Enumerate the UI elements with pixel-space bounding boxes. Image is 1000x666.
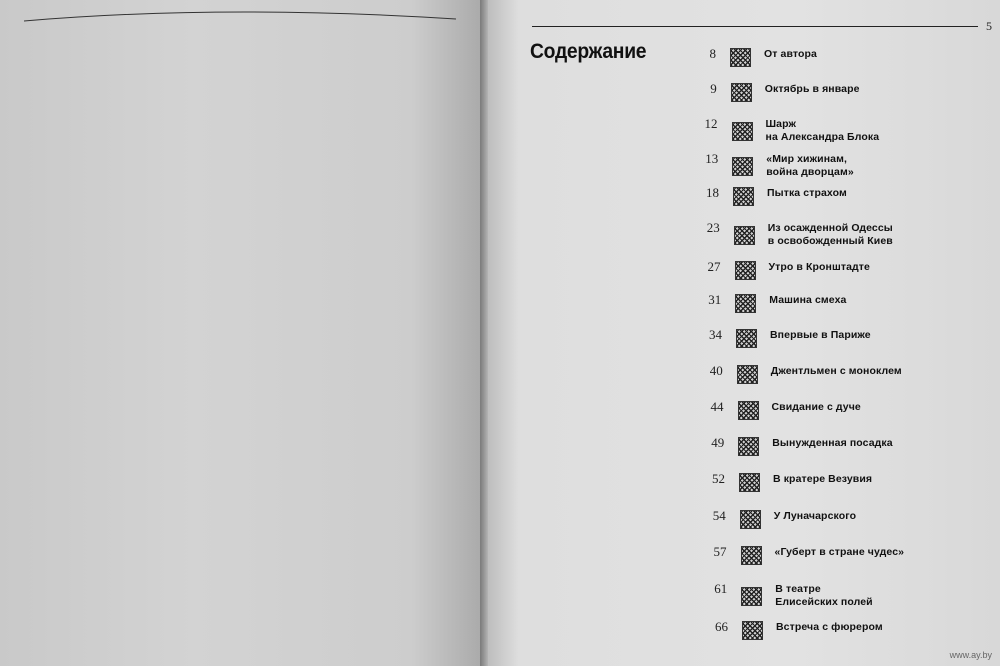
toc-entry-title-line: Джентльмен с моноклем	[770, 365, 902, 377]
left-page	[0, 0, 484, 666]
toc-entry-page: 13	[705, 151, 719, 166]
hatch-icon	[738, 401, 759, 420]
toc-entry	[488, 546, 1000, 576]
toc-entry-page: 9	[710, 81, 717, 96]
toc-entry-page: 49	[711, 435, 725, 450]
page-number: 5	[986, 19, 992, 33]
toc-entry	[488, 437, 1000, 467]
toc-entry-title-line: Свидание с дуче	[771, 401, 861, 413]
hatch-icon	[732, 157, 753, 176]
left-page-rule	[24, 10, 456, 22]
toc-entry	[488, 583, 1000, 613]
toc-entry-title	[767, 187, 847, 200]
toc-entry-title	[773, 473, 872, 486]
toc-entry-page: 34	[709, 327, 722, 342]
hatch-icon	[735, 261, 756, 280]
toc-entry	[488, 401, 1000, 431]
toc-entry-page: 61	[714, 581, 728, 596]
toc-entry	[488, 83, 1000, 113]
hatch-icon	[739, 473, 760, 492]
toc-entry-title	[776, 621, 883, 634]
toc-entry-title	[765, 83, 860, 96]
toc-entry-title-line: От автора	[764, 48, 817, 60]
toc-entry	[488, 294, 1000, 324]
toc-entry-title-line: Шарж	[765, 118, 797, 130]
toc-entry	[488, 510, 1000, 540]
hatch-icon	[737, 365, 758, 384]
toc-entry-title-line: война дворцам»	[766, 165, 854, 178]
toc-entry-title-line: В кратере Везувия	[773, 473, 873, 485]
toc-entry-title-line: Встреча с фюрером	[776, 621, 883, 633]
right-page	[488, 0, 1000, 666]
toc-entry-title	[770, 329, 871, 342]
toc-entry-title	[768, 222, 893, 247]
toc-entry-title	[766, 118, 880, 143]
toc-entry-title-line: Елисейских полей	[775, 595, 873, 608]
toc-entry-page: 8	[709, 46, 716, 61]
watermark: www.ay.by	[949, 650, 992, 660]
toc-entry-page: 12	[704, 116, 718, 131]
toc-entry	[488, 329, 1000, 359]
toc-entry-title-line: Из осажденной Одессы	[767, 222, 893, 234]
header-rule	[532, 26, 978, 27]
toc-entry-title	[769, 261, 870, 274]
toc-entry	[488, 222, 1000, 252]
toc-entry-title	[775, 583, 873, 608]
toc-entry-title-line: Пытка страхом	[767, 187, 847, 199]
toc-entry	[488, 473, 1000, 503]
toc-entry-title	[769, 294, 846, 307]
hatch-icon	[738, 437, 759, 456]
toc-entry-title-line: «Мир хижинам,	[766, 153, 847, 165]
toc-entry-page: 54	[712, 508, 726, 523]
toc-entry	[488, 365, 1000, 395]
toc-entry-page: 57	[713, 544, 727, 559]
hatch-icon	[732, 122, 753, 141]
hatch-icon	[731, 83, 752, 102]
hatch-icon	[740, 510, 761, 529]
toc-entry	[488, 621, 1000, 651]
toc-entry	[488, 48, 1000, 78]
toc-entry-page: 18	[706, 185, 719, 200]
toc-entry-title	[775, 546, 905, 559]
toc-entry-page: 27	[707, 259, 721, 274]
toc-entry-page: 23	[706, 220, 720, 235]
toc-entry	[488, 187, 1000, 217]
toc-entry-title-line: Впервые в Париже	[770, 329, 871, 341]
toc-title: Содержание	[530, 40, 647, 63]
hatch-icon	[741, 546, 762, 565]
toc-entry-title	[766, 153, 854, 178]
toc-entry-title-line: Вынужденная посадка	[772, 437, 893, 449]
toc-entry-title	[774, 510, 856, 523]
toc-entry-title	[772, 437, 892, 450]
toc-entry-page: 40	[709, 363, 723, 378]
toc-entry	[488, 261, 1000, 291]
toc-entry-title-line: на Александра Блока	[765, 130, 880, 143]
toc-entry	[488, 153, 1000, 183]
toc-entry-title-line: Машина смеха	[769, 294, 847, 306]
toc-entry-title-line: Октябрь в январе	[764, 83, 860, 95]
toc-entry-title-line: «Губерт в стране чудес»	[774, 546, 905, 558]
hatch-icon	[734, 226, 755, 245]
hatch-icon	[741, 587, 762, 606]
toc-entry-page: 52	[712, 471, 725, 486]
toc-entry-title-line: В театре	[775, 583, 821, 595]
toc-entry-title	[772, 401, 861, 414]
hatch-icon	[736, 329, 757, 348]
toc-entry-title-line: в освобожденный Киев	[767, 234, 893, 247]
toc-entry	[488, 118, 1000, 148]
hatch-icon	[730, 48, 751, 67]
toc-entry-title	[771, 365, 902, 378]
hatch-icon	[735, 294, 756, 313]
toc-entry-page: 66	[715, 619, 728, 634]
toc-entry-title	[764, 48, 817, 61]
hatch-icon	[742, 621, 763, 640]
toc-entry-page: 44	[710, 399, 724, 414]
toc-entry-title-line: У Луначарского	[773, 510, 857, 522]
toc-entry-page: 31	[708, 292, 722, 307]
hatch-icon	[733, 187, 754, 206]
toc-entry-title-line: Утро в Кронштадте	[768, 261, 870, 273]
